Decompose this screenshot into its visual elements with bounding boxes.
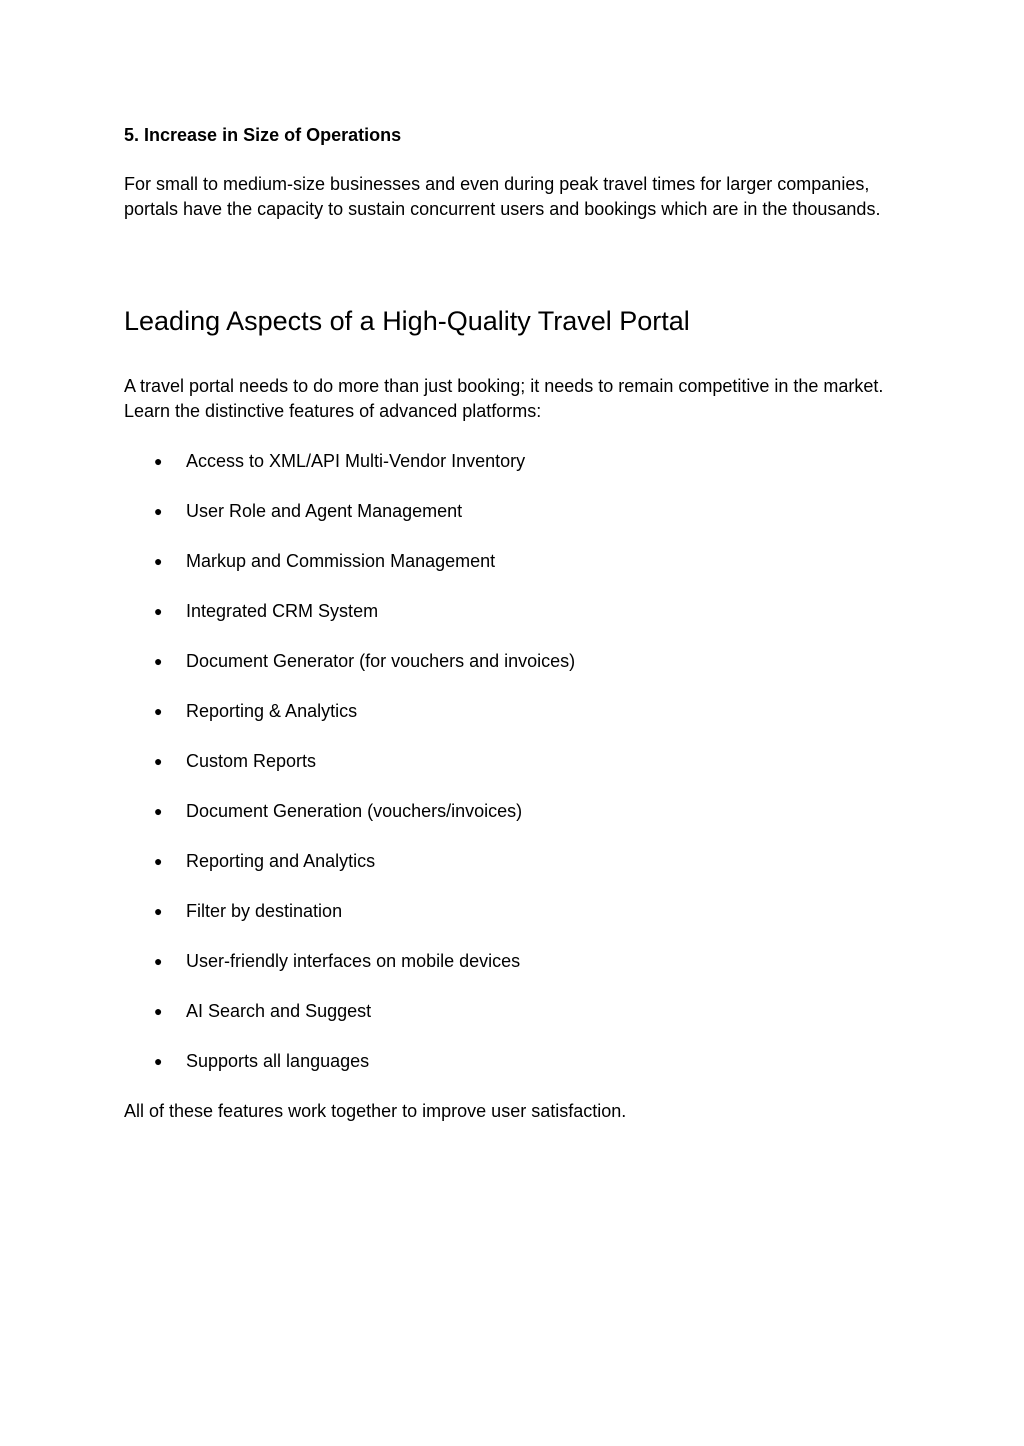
bullet-icon: ● [154, 1053, 163, 1069]
list-item-label: Supports all languages [186, 1051, 370, 1071]
intro-paragraph: A travel portal needs to do more than just booking; it needs to remain competitive in the market. Learn the distinctive features of advanced platforms: [124, 376, 884, 421]
bullet-icon: ● [154, 1003, 163, 1019]
bullet-icon: ● [154, 453, 163, 469]
list-item-label: Access to XML/API Multi-Vendor Inventory [186, 451, 526, 471]
bullet-icon: ● [154, 553, 163, 569]
list-item-label: Filter by destination [186, 901, 343, 921]
list-item-label: User-friendly interfaces on mobile devices [186, 951, 521, 971]
list-item-label: Markup and Commission Management [186, 551, 496, 571]
bullet-icon: ● [154, 853, 163, 869]
list-item-label: Document Generator (for vouchers and invoices) [186, 651, 576, 671]
bullet-icon: ● [154, 953, 163, 969]
list-item-label: Integrated CRM System [186, 601, 379, 621]
bullet-icon: ● [154, 703, 163, 719]
section-heading: 5. Increase in Size of Operations [124, 125, 402, 145]
list-item-label: AI Search and Suggest [186, 1001, 372, 1021]
list-item-label: Reporting & Analytics [186, 701, 358, 721]
bullet-icon: ● [154, 803, 163, 819]
bullet-icon: ● [154, 653, 163, 669]
list-item-label: Document Generation (vouchers/invoices) [186, 801, 523, 821]
bullet-icon: ● [154, 603, 163, 619]
closing-paragraph: All of these features work together to improve user satisfaction. [124, 1101, 627, 1121]
list-item-label: User Role and Agent Management [186, 501, 463, 521]
bullet-icon: ● [154, 503, 163, 519]
list-item-label: Reporting and Analytics [186, 851, 376, 871]
list-item-label: Custom Reports [186, 751, 317, 771]
section-paragraph: For small to medium-size businesses and even during peak travel times for larger companies, portals have the capacity to sustain concurrent users and bookings which are in the thousands. [124, 174, 881, 219]
bullet-icon: ● [154, 903, 163, 919]
bullet-icon: ● [154, 753, 163, 769]
main-heading: Leading Aspects of a High-Quality Travel Portal [124, 306, 690, 336]
